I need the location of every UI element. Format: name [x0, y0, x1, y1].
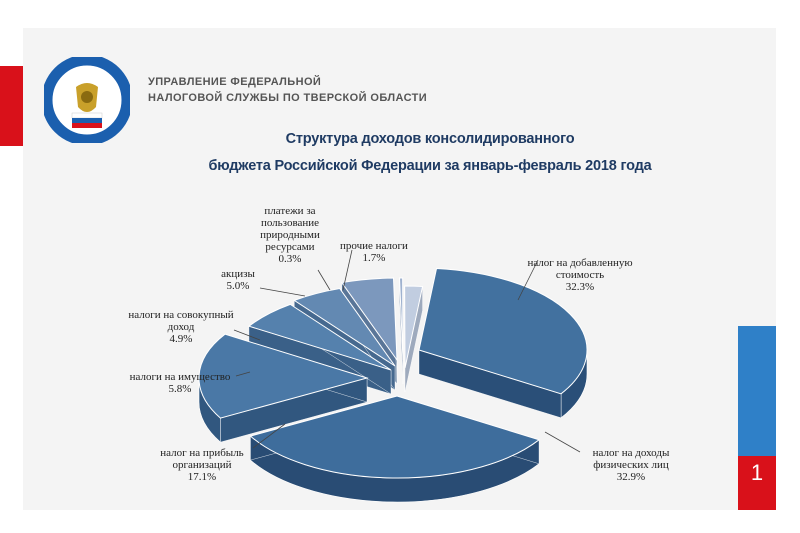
- slice-label-line: налоги на совокупный: [128, 309, 234, 321]
- org-line-2: НАЛОГОВОЙ СЛУЖБЫ ПО ТВЕРСКОЙ ОБЛАСТИ: [148, 92, 428, 104]
- slice-value: 5.8%: [168, 383, 192, 395]
- slice-value: 17.1%: [187, 471, 217, 483]
- org-line-1: УПРАВЛЕНИЕ ФЕДЕРАЛЬНОЙ: [148, 76, 322, 88]
- slice-label-line: ресурсами: [265, 241, 315, 253]
- slice-value: 32.9%: [616, 471, 646, 483]
- slice-label-line: акцизы: [221, 268, 255, 280]
- slice-label: [340, 240, 408, 264]
- pie-slices: [199, 268, 587, 502]
- slice-label-line: налог на доходы: [592, 447, 670, 459]
- leader-line: [545, 432, 580, 452]
- slice-label-line: налог на прибыль: [160, 447, 244, 459]
- title-line-2: бюджета Российской Федерации за январь-февраль 2018 года: [208, 158, 652, 174]
- leader-line: [318, 270, 330, 290]
- slice-label-line: физических лиц: [593, 459, 669, 471]
- slice-value: 1.7%: [362, 252, 386, 264]
- slice-label: [221, 268, 255, 292]
- slice-value: 32.3%: [565, 281, 595, 293]
- slice-label-line: организаций: [172, 459, 232, 471]
- slice-label: [160, 447, 243, 483]
- pie-slice: [399, 278, 403, 360]
- slice-label-line: стоимость: [555, 269, 605, 281]
- slice-label-line: прочие налоги: [340, 240, 408, 252]
- slice-label-line: платежи за: [264, 205, 316, 217]
- slice-label-line: налог на добавленную: [527, 257, 633, 269]
- slice-value: 5.0%: [226, 280, 250, 292]
- slice-label: [527, 257, 632, 293]
- slice-label-line: налоги на имущество: [129, 371, 231, 383]
- slice-label: [260, 205, 320, 265]
- slice-label-line: природными: [260, 229, 320, 241]
- title-line-1: Структура доходов консолидированного: [285, 131, 575, 147]
- leader-line: [260, 288, 305, 296]
- slice-label: [593, 447, 670, 483]
- slice-label-line: пользование: [260, 217, 320, 229]
- page-number: 1: [750, 460, 764, 485]
- slice-label-line: доход: [167, 321, 195, 333]
- slice-value: 4.9%: [169, 333, 193, 345]
- slice-value: 0.3%: [278, 253, 302, 265]
